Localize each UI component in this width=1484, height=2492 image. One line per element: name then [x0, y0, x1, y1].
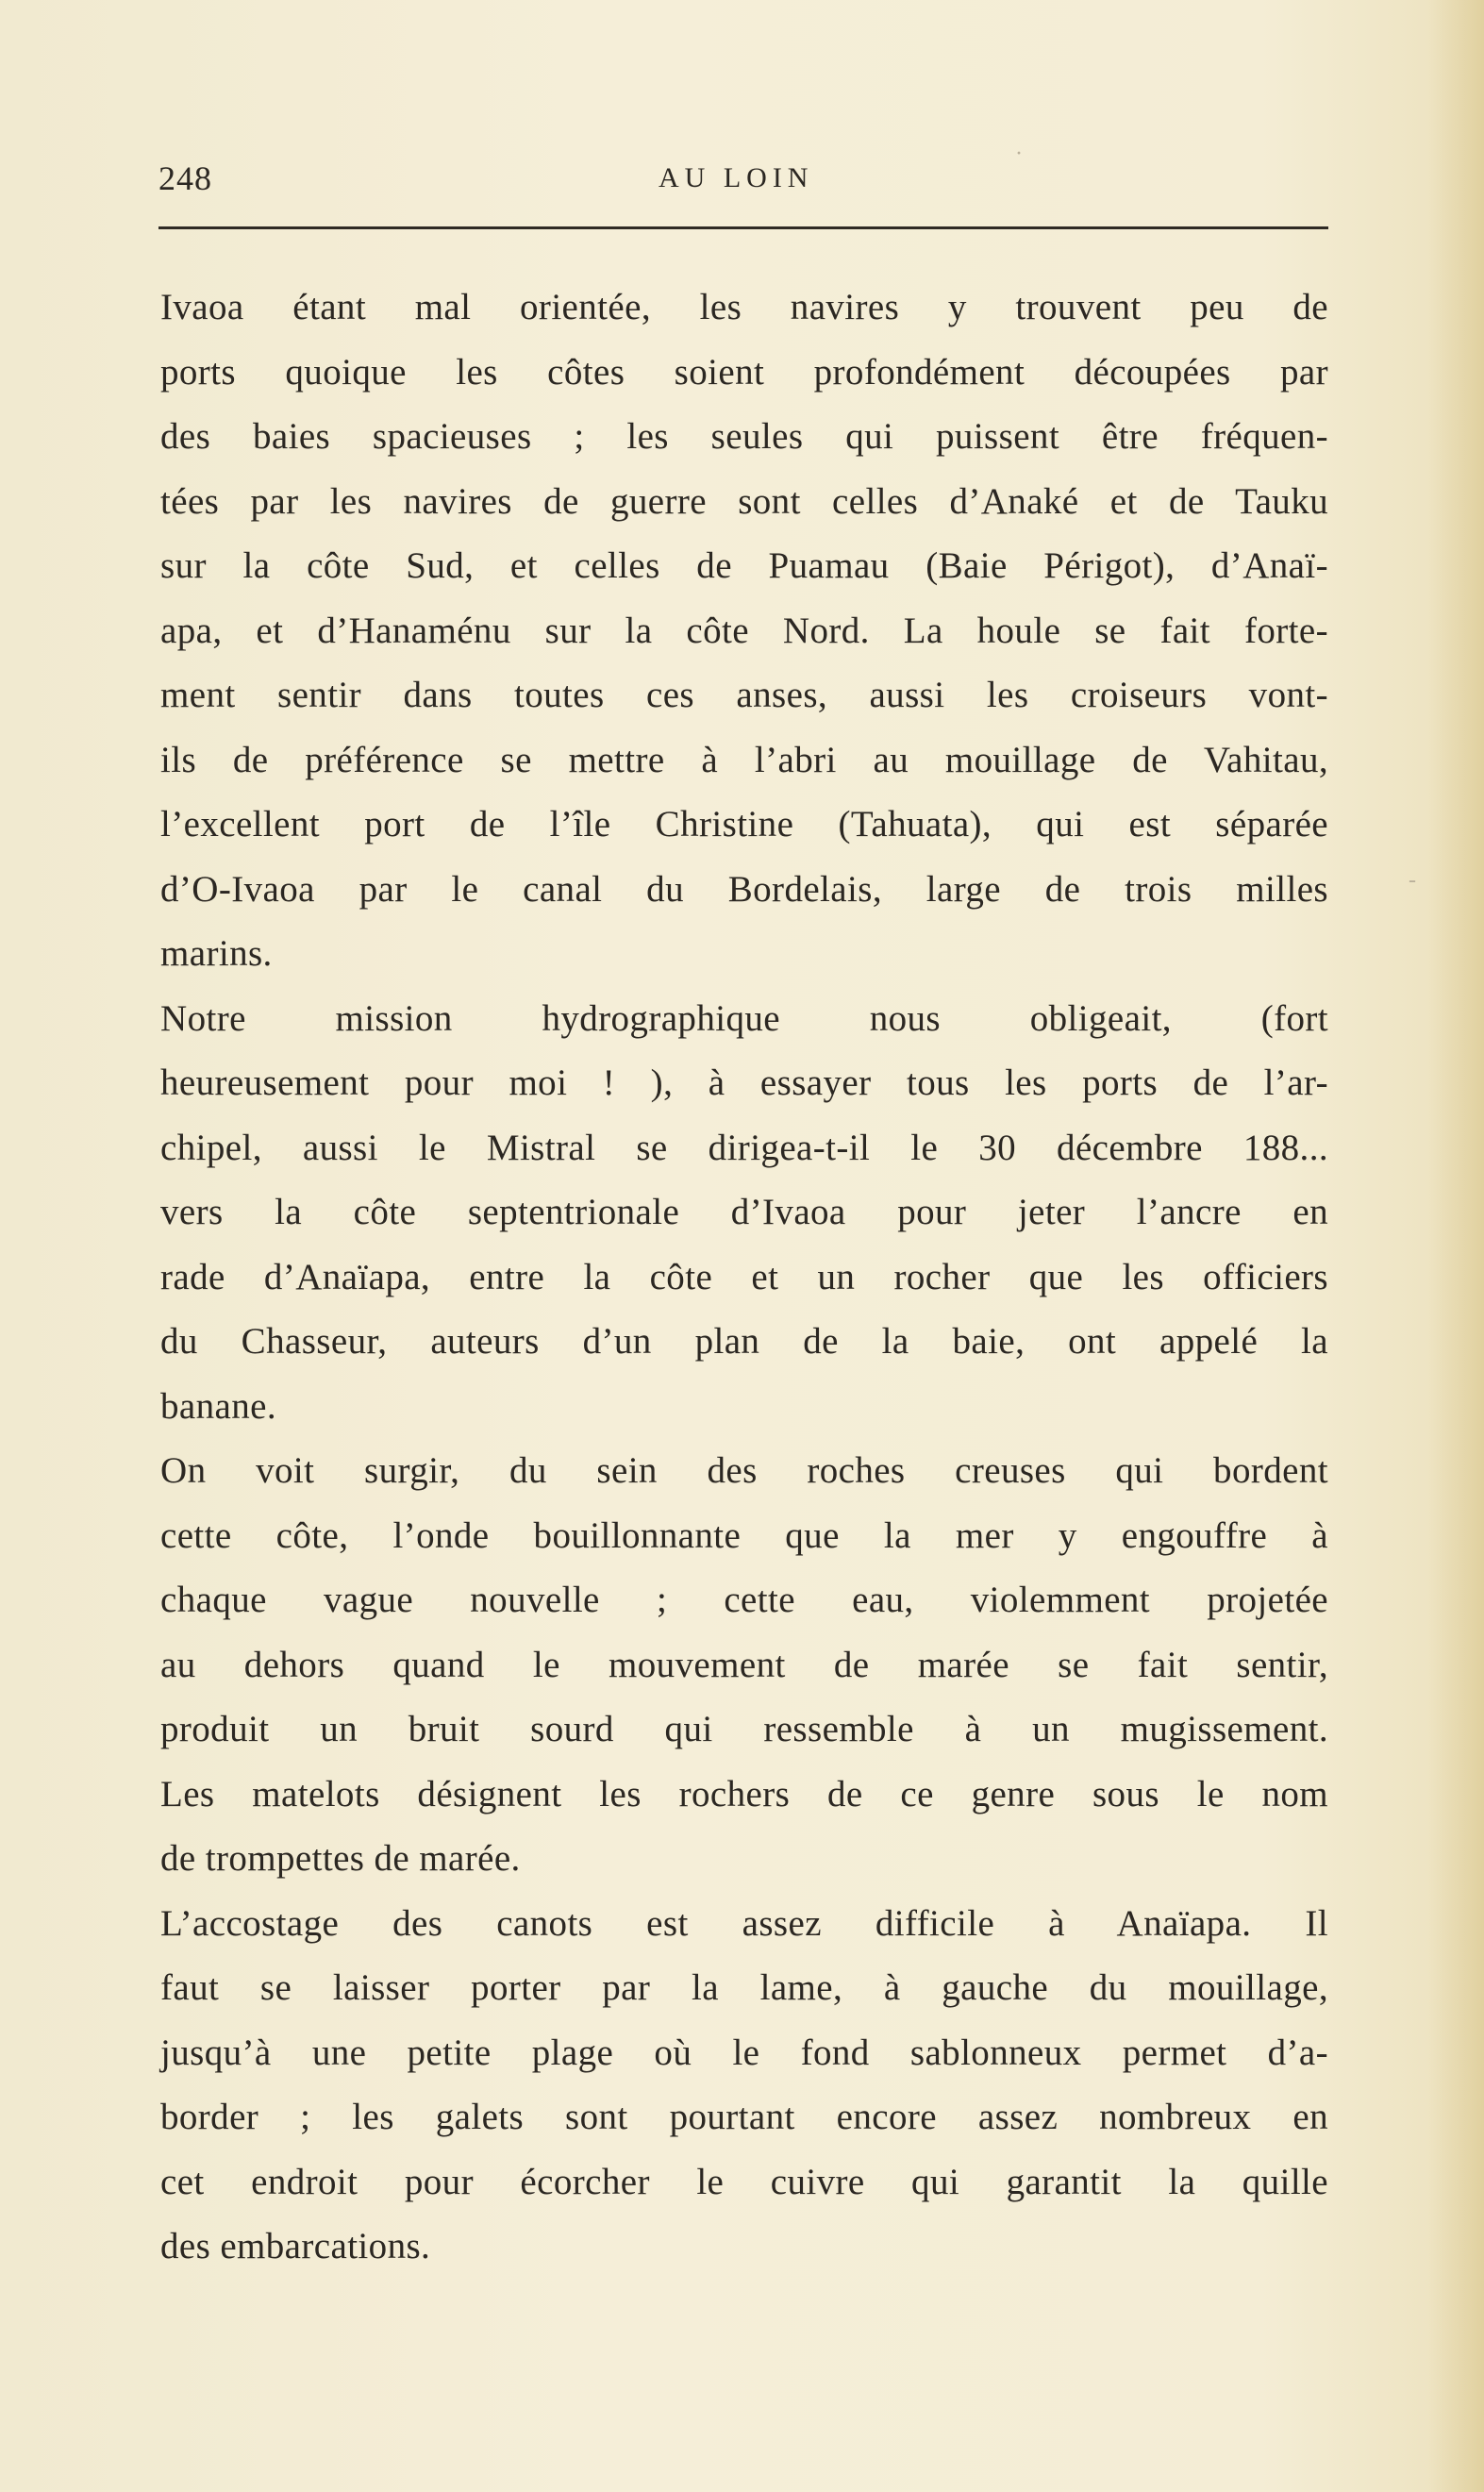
text-line: marins.	[160, 933, 273, 974]
text-line: produit un bruit sourd qui ressemble à un mugissement.	[160, 1709, 1328, 1749]
text-line: On voit surgir, du sein des roches creuses qui bordent	[160, 1450, 1328, 1491]
margin-speck: ·	[1015, 142, 1023, 166]
margin-speck: -	[1409, 868, 1416, 893]
text-line: heureusement pour moi ! ), à essayer tous les ports de l’ar-	[160, 1062, 1328, 1103]
page-number: 248	[158, 159, 212, 197]
text-line: ils de préférence se mettre à l’abri au mouillage de Vahitau,	[160, 739, 1328, 780]
text-line: jusqu’à une petite plage où le fond sablonneux permet d’a-	[160, 2032, 1328, 2073]
text-line: l’excellent port de l’île Christine (Tahuata), qui est séparée	[160, 804, 1328, 845]
text-line: apa, et d’Hanaménu sur la côte Nord. La houle se fait forte-	[160, 610, 1328, 651]
text-line: banane.	[160, 1385, 276, 1427]
text-line: L’accostage des canots est assez difficile à Anaïapa. Il	[160, 1902, 1328, 1944]
text-line: rade d’Anaïapa, entre la côte et un rocher que les officiers	[160, 1256, 1328, 1297]
text-line: cette côte, l’onde bouillonnante que la mer y engouffre à	[160, 1514, 1328, 1556]
text-line: tées par les navires de guerre sont celles d’Anaké et de Tauku	[160, 480, 1328, 522]
text-line: des embarcations.	[160, 2226, 431, 2266]
text-line: faut se laisser porter par la lame, à gauche du mouillage,	[160, 1967, 1328, 2008]
text-line: Les matelots désignent les rochers de ce genre sous le nom	[160, 1773, 1328, 1815]
text-line: au dehors quand le mouvement de marée se fait sentir,	[160, 1644, 1328, 1685]
header-rule	[158, 226, 1328, 229]
text-line: chaque vague nouvelle ; cette eau, violemment projetée	[160, 1580, 1328, 1620]
page-header	[158, 159, 1328, 206]
text-line: ports quoique les côtes soient profondément découpées par	[160, 351, 1328, 393]
text-line: d’O-Ivaoa par le canal du Bordelais, large de trois milles	[160, 868, 1328, 910]
running-title: AU LOIN	[659, 162, 814, 193]
text-line: de trompettes de marée.	[160, 1838, 521, 1879]
text-line: cet endroit pour écorcher le cuivre qui garantit la quille	[160, 2161, 1328, 2202]
text-line: ment sentir dans toutes ces anses, aussi les croiseurs vont-	[160, 675, 1328, 715]
text-line: border ; les galets sont pourtant encore assez nombreux en	[160, 2097, 1328, 2137]
text-line: Ivaoa étant mal orientée, les navires y trouvent peu de	[160, 287, 1328, 327]
text-line: sur la côte Sud, et celles de Puamau (Baie Périgot), d’Anaï-	[160, 545, 1328, 586]
text-line: des baies spacieuses ; les seules qui puissent être fréquen-	[160, 416, 1328, 457]
text-line: du Chasseur, auteurs d’un plan de la baie, ont appelé la	[160, 1321, 1328, 1362]
text-line: vers la côte septentrionale d’Ivaoa pour jeter l’ancre en	[160, 1192, 1328, 1232]
text-line: Notre mission hydrographique nous obligeait, (fort	[160, 997, 1328, 1039]
page-edge-shadow	[1427, 0, 1484, 2492]
body-text	[160, 276, 1328, 2280]
text-line: chipel, aussi le Mistral se dirigea-t-il le 30 décembre 188...	[160, 1127, 1328, 1168]
